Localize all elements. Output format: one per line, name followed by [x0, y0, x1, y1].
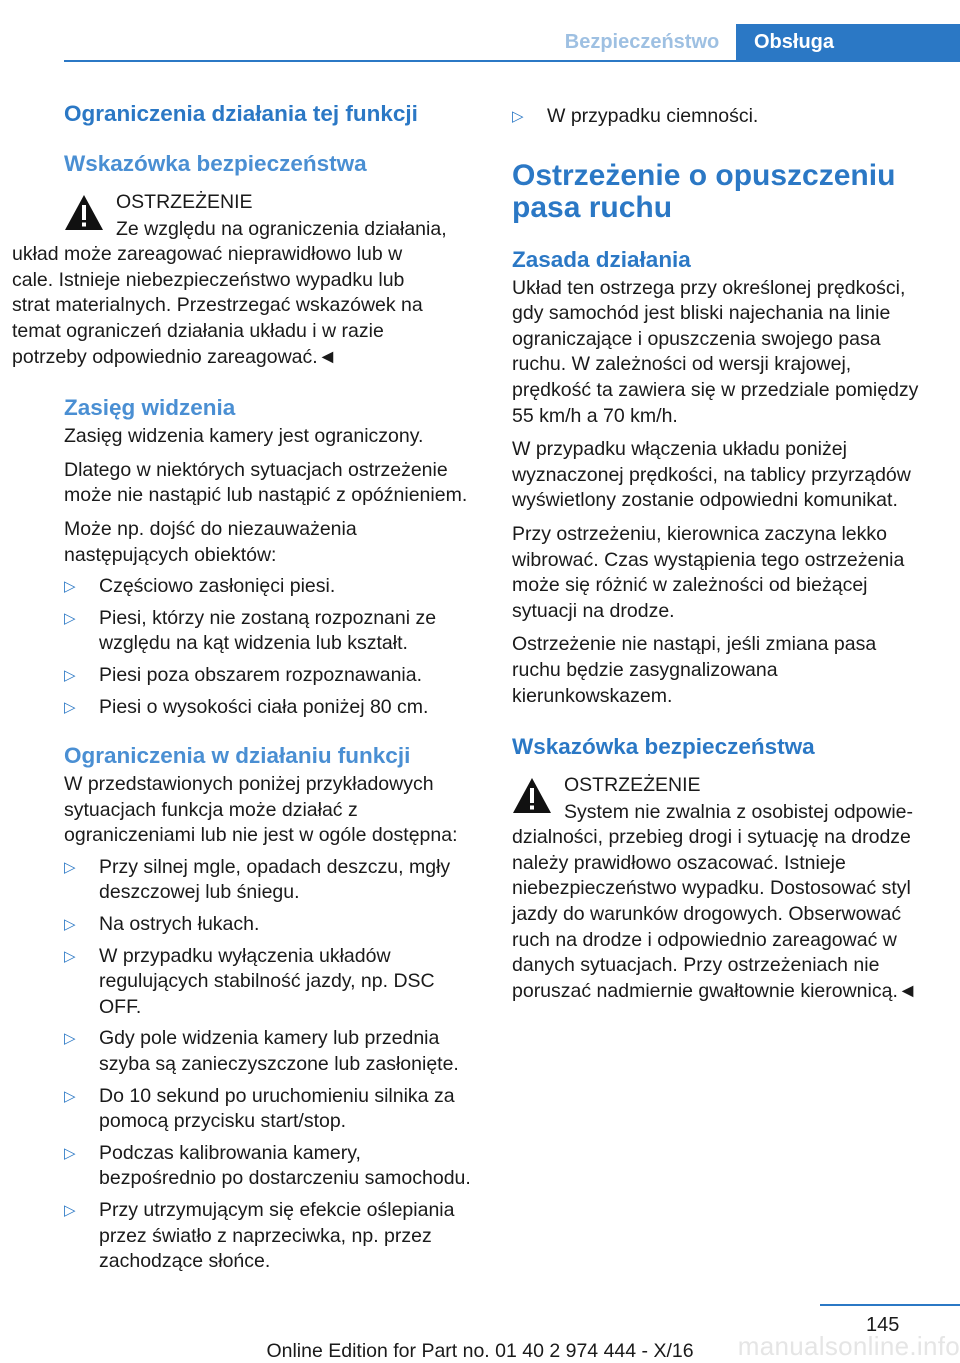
- triangle-bullet-icon: ▷: [64, 1144, 76, 1162]
- principle-paragraph-4: Ostrzeżenie nie nastąpi, jeśli zmiana pasa ruchu będzie zasygnalizowana kierunkowskazem.: [512, 633, 877, 707]
- warning-triangle-icon: [64, 194, 104, 231]
- triangle-bullet-icon: ▷: [64, 666, 76, 684]
- triangle-bullet-icon: ▷: [64, 916, 76, 934]
- triangle-bullet-icon: ▷: [64, 947, 76, 965]
- list-item: ▷ Do 10 sekund po uruchomieniu silnika za pomocą przycisku start/stop.: [64, 1084, 455, 1133]
- warning-first-line: Ze względu na ograniczenia działania,: [116, 217, 447, 240]
- list-item: ▷ Przy utrzymującym się efekcie oślepiania przez światło z naprzeciwka, np. przez zachodzące słońce.: [64, 1199, 455, 1273]
- triangle-bullet-icon: ▷: [64, 698, 76, 716]
- range-paragraph-1: Zasięg widzenia kamery jest ograniczony.: [64, 425, 424, 448]
- warning-label: OSTRZEŻENIE: [564, 774, 701, 797]
- header-chapter-tab: Obsługa: [736, 24, 960, 62]
- range-list: [64, 574, 480, 720]
- list-item: ▷ Piesi o wysokości ciała poniżej 80 cm.: [64, 695, 480, 721]
- list-item: ▷ W przypadku ciemności.: [512, 104, 930, 130]
- limits-paragraph: W przedstawionych poniżej przykładowych sytuacjach funkcja może działać z ograniczeniami lub nie jest w ogóle dostępna:: [64, 773, 458, 847]
- warning-text: dzialności, przebieg drogi i sytuację na drodze należy prawidłowo oszacować. Istnieje niebezpieczeństwo wypadku. Dostosować styl jazdy do warunków drogowych. Obserwować ruch na drodze i odpowiednio zareagować w danych sytuacjach. Przy ostrzeżeniach nie poruszać nadmiernie gwałtownie kierownicą.◄: [512, 826, 918, 1002]
- range-heading: Zasięg widzenia: [64, 395, 236, 421]
- principle-heading: Zasada działania: [512, 246, 691, 272]
- triangle-bullet-icon: ▷: [64, 609, 76, 627]
- principle-paragraph-2: W przypadku włączenia układu poniżej wyznaczonej prędkości, na tablicy przyrządów wyświetlony zostanie odpowiedni komunikat.: [512, 438, 911, 512]
- darkness-list: [512, 104, 930, 130]
- list-item: ▷ Przy silnej mgle, opadach deszczu, mgły deszczowej lub śniegu.: [64, 855, 451, 904]
- header-section-label: Bezpieczeństwo: [564, 31, 720, 53]
- edition-footer: Online Edition for Part no. 01 40 2 974 444 - X/16: [266, 1340, 694, 1362]
- triangle-bullet-icon: ▷: [64, 858, 76, 876]
- list-item: ▷ Gdy pole widzenia kamery lub przednia szyba są zanieczyszczone lub zasłonięte.: [64, 1027, 459, 1076]
- page-number: 145: [866, 1314, 900, 1336]
- warning-block: [64, 190, 480, 242]
- warning-label: OSTRZEŻENIE: [116, 191, 253, 213]
- list-item: ▷ Piesi poza obszarem rozpoznawania.: [64, 663, 480, 689]
- range-paragraph-2: Dlatego w niektórych sytuacjach ostrzeżenie może nie nastąpić lub nastąpić z opóźnieniem.: [64, 458, 468, 507]
- range-paragraph-3: Może np. dojść do niezauważenia następujących obiektów:: [64, 517, 357, 566]
- warning-triangle-icon: [512, 777, 552, 814]
- triangle-bullet-icon: ▷: [64, 1030, 76, 1048]
- limits-list: [64, 855, 480, 1275]
- list-item: ▷ Częściowo zasłonięci piesi.: [64, 574, 480, 600]
- left-column: [12, 100, 480, 1275]
- warning-text: układ może zareagować nieprawidłowo lub w cale. Istnieje niebezpieczeństwo wypadku lub strat materialnych. Przestrzegać wskazówek na temat ograniczeń działania układu i w razie potrzeby odpowiednio zareagować.◄: [12, 243, 423, 368]
- principle-paragraph-1: Układ ten ostrzega przy określonej prędkości, gdy samochód jest bliski najechania na linie ograniczające i opuszczenia swojego pasa ruchu. W zależności od wersji krajowej, prędkość ta zawiera się w przedziale pomiędzy 55 km/h a 70 km/h.: [512, 276, 919, 427]
- warning-first-line: System nie zwalnia z osobistej odpowie-: [564, 800, 914, 823]
- safety-heading: Wskazówka bezpieczeństwa: [512, 734, 815, 760]
- safety-heading: Wskazówka bezpieczeństwa: [64, 151, 367, 176]
- list-item: ▷ Na ostrych łukach.: [64, 912, 480, 938]
- list-item: ▷ W przypadku wyłączenia układów regulujących stabilność jazdy, np. DSC OFF.: [64, 944, 435, 1018]
- section-title: Ograniczenia działania tej funkcji: [64, 101, 418, 126]
- triangle-bullet-icon: ▷: [64, 1087, 76, 1105]
- right-column: [512, 100, 930, 1004]
- watermark: manualsonline.info: [737, 1331, 960, 1361]
- list-item: ▷ Piesi, którzy nie zostaną rozpoznani ze względu na kąt widzenia lub kształt.: [64, 606, 437, 655]
- warning-block: [512, 773, 930, 825]
- chapter-title: Ostrzeżenie o opuszczeniu pasa ruchu: [512, 158, 896, 224]
- triangle-bullet-icon: ▷: [512, 108, 524, 125]
- limits-heading: Ograniczenia w działaniu funkcji: [64, 743, 411, 769]
- list-item: ▷ Podczas kalibrowania kamery, bezpośrednio po dostarczeniu samochodu.: [64, 1141, 471, 1190]
- triangle-bullet-icon: ▷: [64, 1202, 76, 1219]
- principle-paragraph-3: Przy ostrzeżeniu, kierownica zaczyna lekko wibrować. Czas wystąpienia tego ostrzeżenia może się różnić w zależności od bieżącej sytuacji na drodze.: [512, 522, 905, 622]
- footer-rule: [820, 1304, 960, 1306]
- triangle-bullet-icon: ▷: [64, 578, 76, 596]
